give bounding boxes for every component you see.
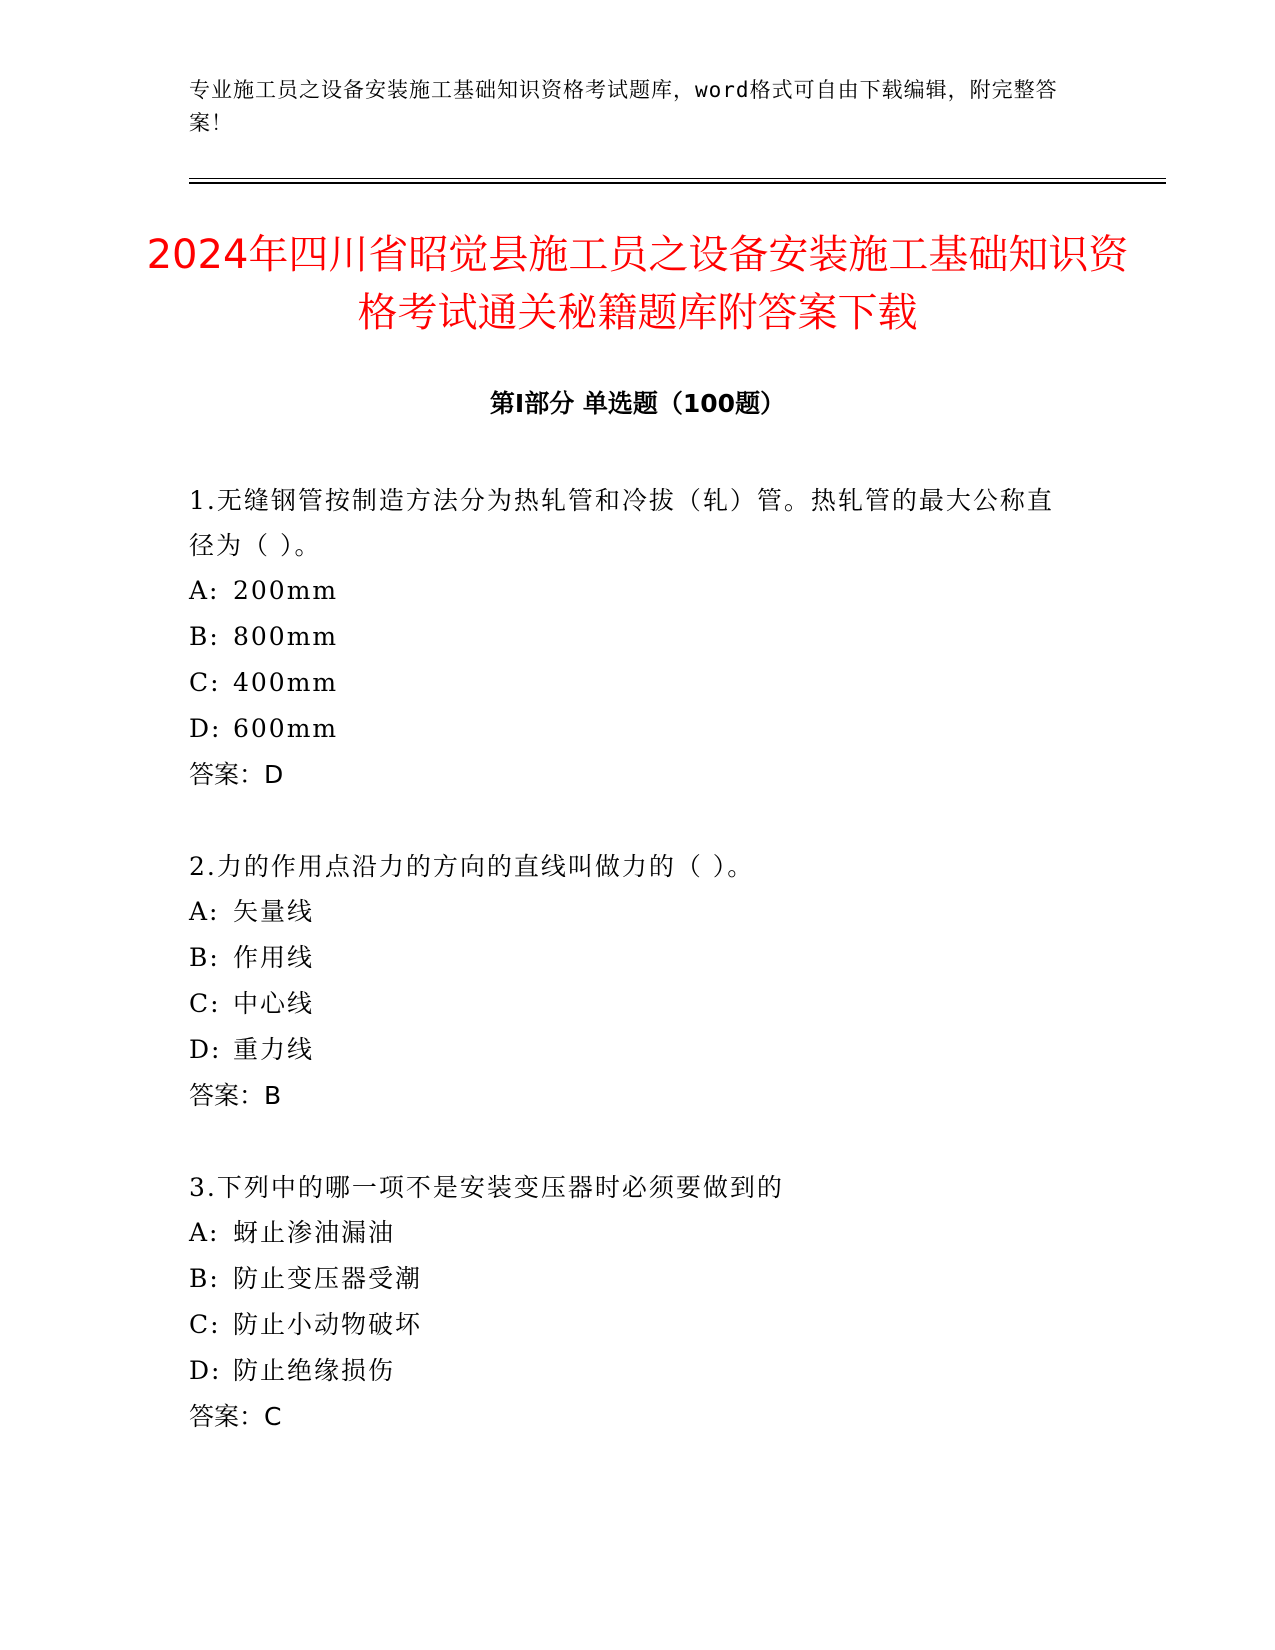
section-heading: 第Ⅰ部分 单选题（100题） bbox=[489, 389, 786, 418]
header-note: 专业施工员之设备安装施工基础知识资格考试题库，word格式可自由下载编辑，附完整答案！ bbox=[189, 78, 1058, 135]
option-c bbox=[189, 1302, 1069, 1348]
question-stem: 3.下列中的哪一项不是安装变压器时必须要做到的 bbox=[189, 1173, 784, 1202]
option-key: D: bbox=[189, 1035, 222, 1064]
option-d bbox=[189, 706, 1069, 752]
answer-line: 答案：D bbox=[189, 760, 284, 789]
question-3 bbox=[189, 1165, 1069, 1440]
option-d bbox=[189, 1348, 1069, 1394]
option-a bbox=[189, 568, 1069, 614]
option-text: 800mm bbox=[233, 622, 339, 651]
option-text: 防止小动物破坏 bbox=[233, 1310, 423, 1339]
option-c bbox=[189, 660, 1069, 706]
header-divider bbox=[189, 178, 1166, 184]
option-key: B: bbox=[189, 943, 220, 972]
option-text: 200mm bbox=[233, 576, 339, 605]
option-key: D: bbox=[189, 714, 222, 743]
option-b bbox=[189, 1256, 1069, 1302]
option-text: 600mm bbox=[233, 714, 339, 743]
option-key: A: bbox=[189, 576, 220, 605]
option-key: C: bbox=[189, 1310, 221, 1339]
option-key: C: bbox=[189, 668, 221, 697]
option-key: A: bbox=[189, 897, 220, 926]
question-stem: 1.无缝钢管按制造方法分为热轧管和冷拔（轧）管。热轧管的最大公称直径为（ ）。 bbox=[189, 486, 1054, 560]
option-d bbox=[189, 1027, 1069, 1073]
option-text: 重力线 bbox=[233, 1035, 315, 1064]
option-a bbox=[189, 1210, 1069, 1256]
option-text: 中心线 bbox=[233, 989, 315, 1018]
question-1 bbox=[189, 478, 1069, 798]
option-key: A: bbox=[189, 1218, 220, 1247]
option-text: 防止变压器受潮 bbox=[233, 1264, 423, 1293]
answer-line: 答案：B bbox=[189, 1081, 282, 1110]
document-title: 2024年四川省昭觉县施工员之设备安装施工基础知识资格考试通关秘籍题库附答案下载 bbox=[146, 232, 1129, 336]
option-key: D: bbox=[189, 1356, 222, 1385]
option-key: B: bbox=[189, 1264, 220, 1293]
option-c bbox=[189, 981, 1069, 1027]
question-list bbox=[189, 478, 1069, 1486]
option-text: 蚜止渗油漏油 bbox=[233, 1218, 396, 1247]
option-text: 400mm bbox=[233, 668, 339, 697]
option-key: C: bbox=[189, 989, 221, 1018]
question-2 bbox=[189, 844, 1069, 1119]
option-text: 作用线 bbox=[233, 943, 315, 972]
question-stem: 2.力的作用点沿力的方向的直线叫做力的（ ）。 bbox=[189, 852, 755, 881]
answer-line: 答案：C bbox=[189, 1402, 282, 1431]
option-b bbox=[189, 935, 1069, 981]
option-text: 矢量线 bbox=[233, 897, 315, 926]
option-text: 防止绝缘损伤 bbox=[233, 1356, 396, 1385]
option-b bbox=[189, 614, 1069, 660]
option-a bbox=[189, 889, 1069, 935]
option-key: B: bbox=[189, 622, 220, 651]
